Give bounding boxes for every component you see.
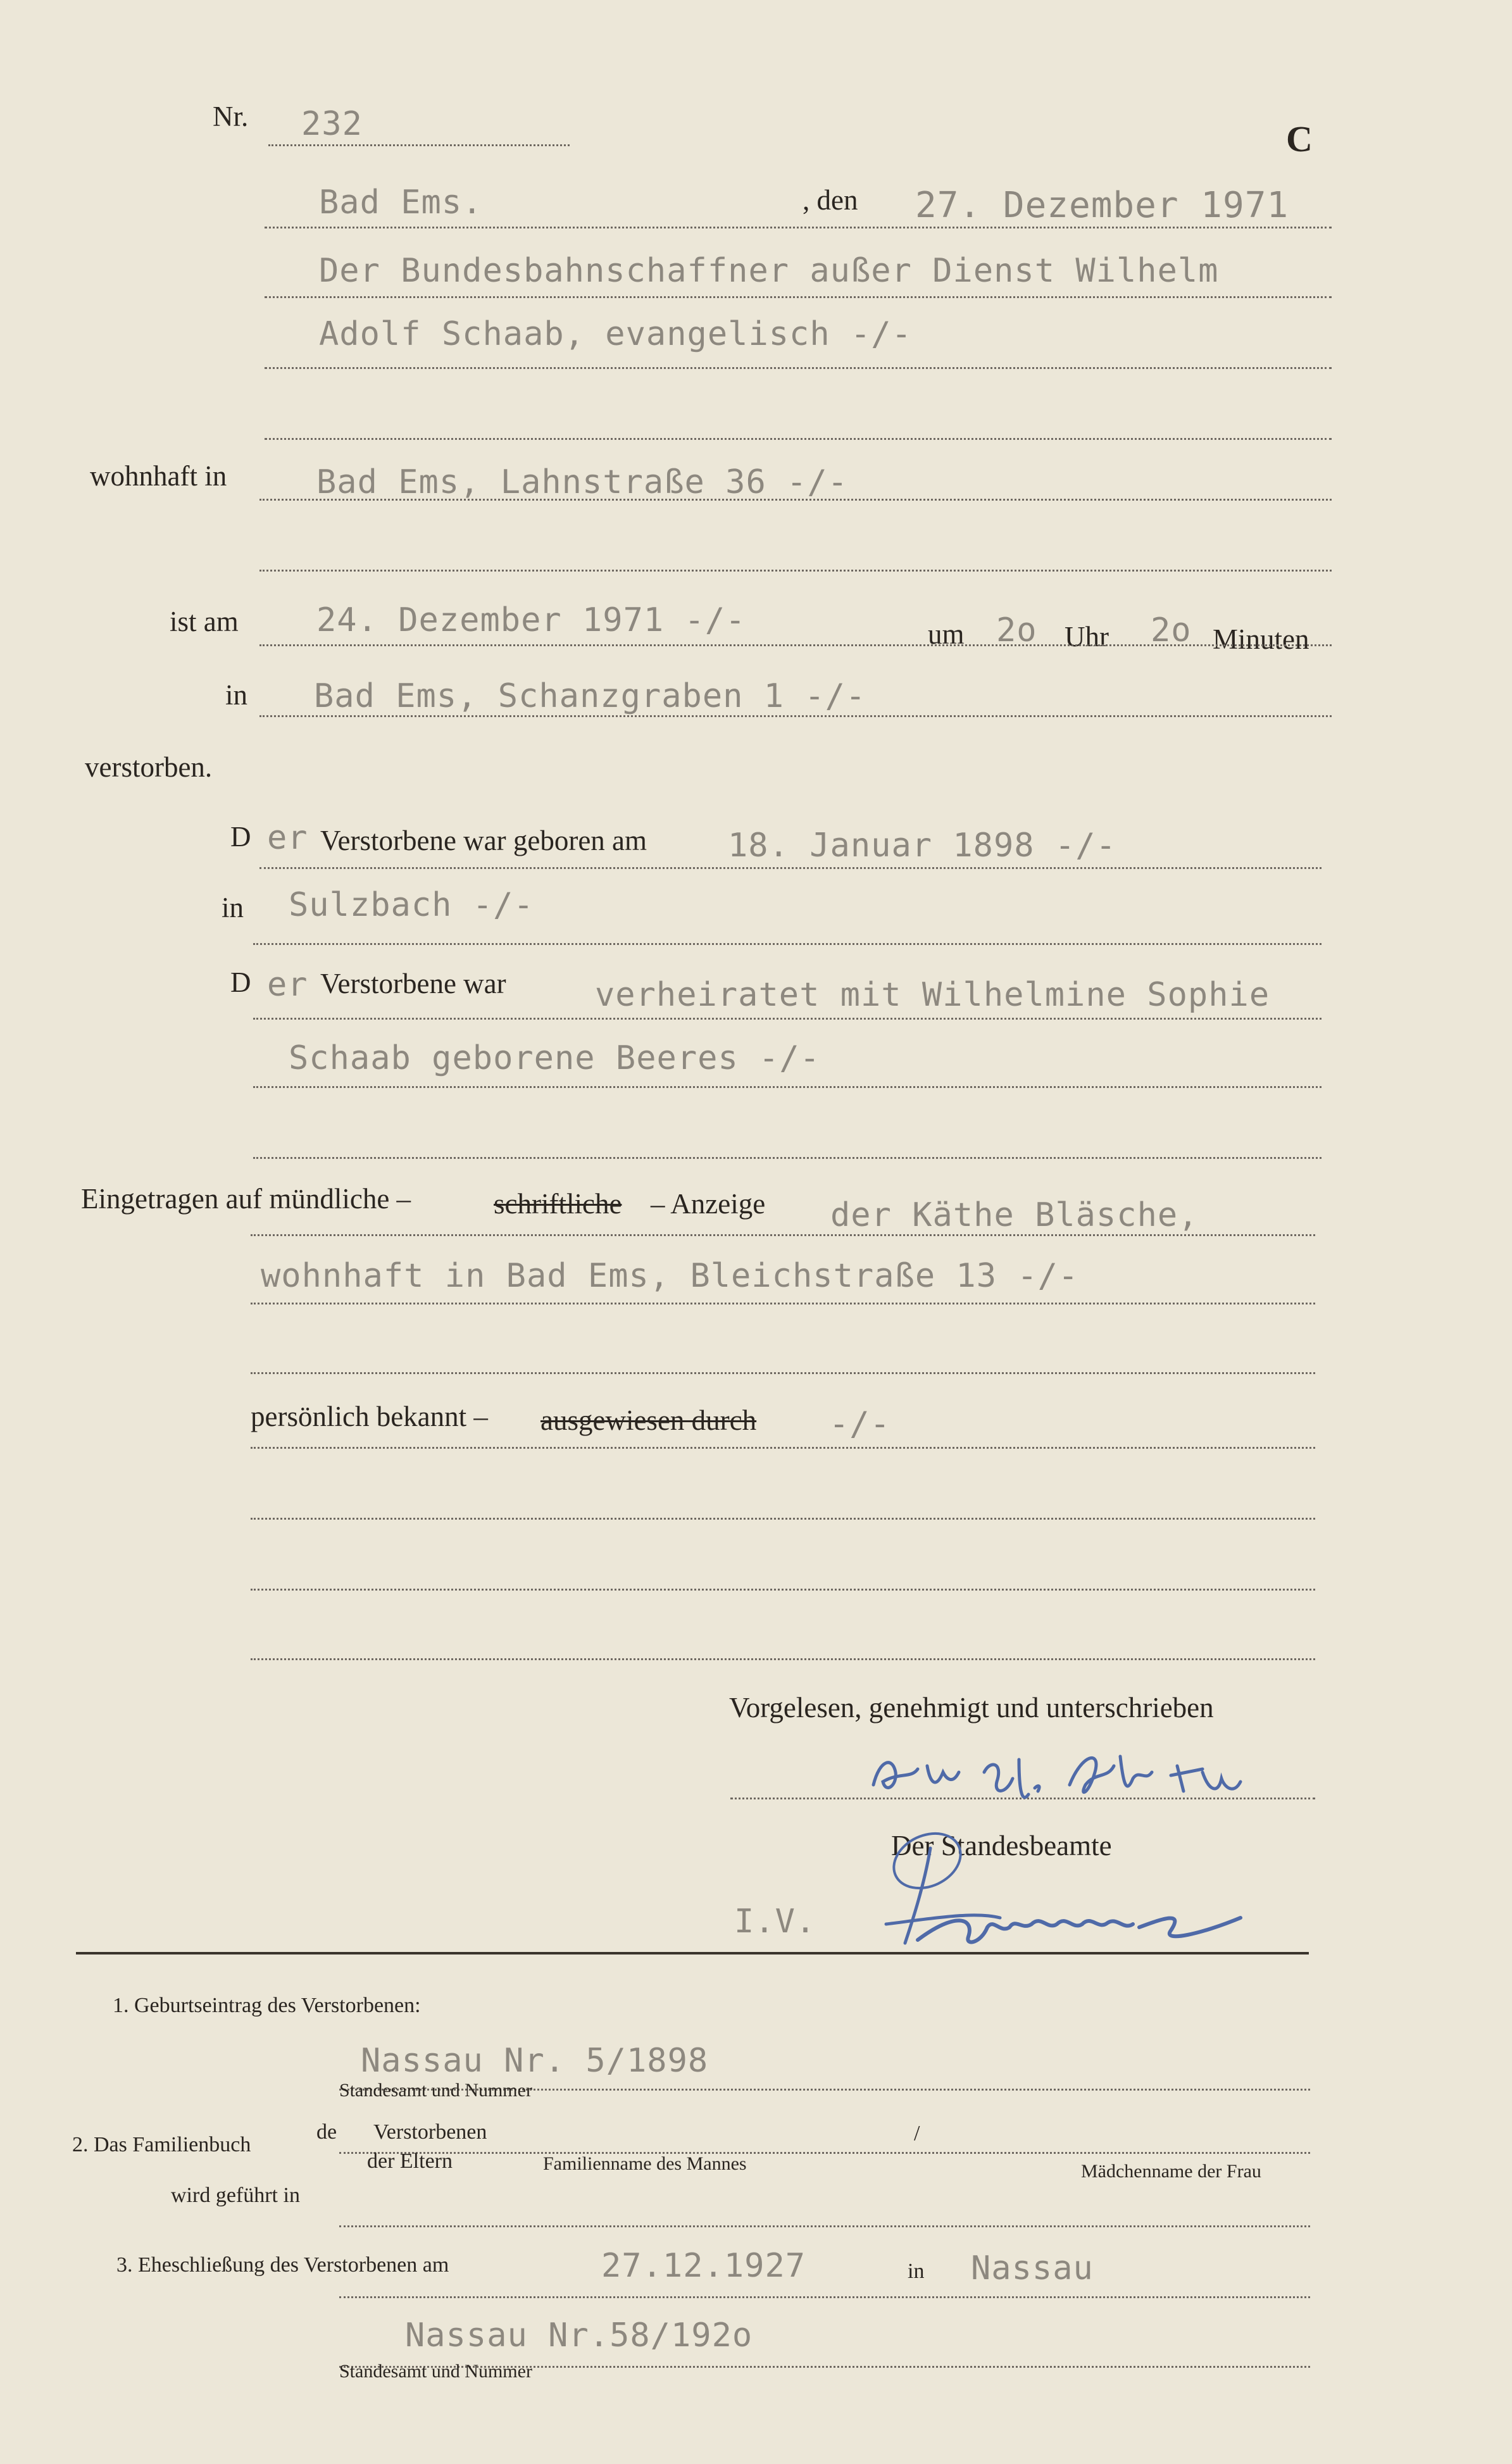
footer-item1-value: Nassau Nr. 5/1898 bbox=[361, 2042, 709, 2080]
place-value: Bad Ems. bbox=[319, 184, 483, 222]
birth-place: Sulzbach -/- bbox=[289, 886, 534, 924]
footer-item2-familienname: Familienname des Mannes bbox=[543, 2153, 747, 2174]
registration-line3-rule bbox=[251, 1372, 1315, 1374]
person-line2: Adolf Schaab, evangelisch -/- bbox=[319, 315, 912, 353]
birth-d-typed: er bbox=[267, 819, 308, 857]
death-in-label: in bbox=[225, 679, 248, 711]
person-line1-rule bbox=[265, 296, 1332, 298]
identification-value: -/- bbox=[829, 1405, 890, 1443]
marital-line1-rule bbox=[253, 1018, 1321, 1020]
birth-date: 18. Januar 1898 -/- bbox=[728, 827, 1116, 865]
residence-label: wohnhaft in bbox=[90, 460, 227, 492]
footer-item2-rule2 bbox=[339, 2225, 1310, 2227]
marital-line3-rule bbox=[253, 1157, 1321, 1159]
birth-in-label: in bbox=[222, 892, 244, 923]
marital-line1: verheiratet mit Wilhelmine Sophie bbox=[595, 976, 1270, 1014]
minuten-label: Minuten bbox=[1213, 623, 1309, 655]
nr-line bbox=[268, 144, 570, 146]
death-hour: 2o bbox=[996, 611, 1037, 649]
registration-line2: wohnhaft in Bad Ems, Bleichstraße 13 -/- bbox=[261, 1257, 1079, 1295]
blank-rule-1 bbox=[251, 1518, 1315, 1520]
registration-label-a: Eingetragen auf mündliche – bbox=[81, 1183, 411, 1215]
ist-am-label: ist am bbox=[170, 606, 239, 637]
death-date-rule bbox=[259, 644, 1332, 646]
marital-line2: Schaab geborene Beeres -/- bbox=[289, 1039, 820, 1077]
registration-line1-rule bbox=[251, 1234, 1315, 1236]
residence-value: Bad Ems, Lahnstraße 36 -/- bbox=[316, 463, 848, 501]
death-place: Bad Ems, Schanzgraben 1 -/- bbox=[314, 677, 866, 715]
footer-item3-date: 27.12.1927 bbox=[601, 2247, 806, 2285]
nr-label: Nr. bbox=[213, 101, 249, 132]
verstorben-label: verstorben. bbox=[85, 751, 213, 783]
registration-label-b: schriftliche bbox=[494, 1188, 622, 1220]
um-label: um bbox=[928, 618, 965, 650]
footer-item2-de: de bbox=[316, 2120, 337, 2144]
footer-item1-sub: Standesamt und Nummer bbox=[339, 2080, 532, 2101]
person-line1: Der Bundesbahnschaffner außer Dienst Wilhelm bbox=[319, 252, 1219, 290]
marital-d-prefix: D bbox=[230, 966, 251, 998]
footer-item2-label: 2. Das Familienbuch bbox=[72, 2133, 251, 2156]
person-line2-rule bbox=[265, 367, 1332, 369]
footer-item1-label: 1. Geburtseintrag des Verstorbenen: bbox=[113, 1994, 421, 2017]
footer-item3-rule bbox=[339, 2296, 1310, 2298]
birth-label: Verstorbene war geboren am bbox=[320, 825, 647, 856]
uhr-label: Uhr bbox=[1065, 621, 1109, 653]
vorgelesen-text: Vorgelesen, genehmigt und unterschrieben bbox=[729, 1692, 1214, 1723]
person-line3-rule bbox=[265, 438, 1332, 440]
marital-d-typed: er bbox=[267, 966, 308, 1004]
footer-item2-verstorbenen: Verstorbenen bbox=[373, 2120, 487, 2144]
section-separator bbox=[76, 1952, 1309, 1954]
footer-item3-in: in bbox=[908, 2260, 925, 2283]
death-minutes: 2o bbox=[1151, 611, 1192, 649]
date-value: 27. Dezember 1971 bbox=[915, 185, 1289, 226]
birth-place-rule bbox=[253, 943, 1321, 945]
marital-line2-rule bbox=[253, 1086, 1321, 1088]
identification-label-a: persönlich bekannt – bbox=[251, 1401, 488, 1432]
identification-rule bbox=[251, 1447, 1315, 1449]
death-date: 24. Dezember 1971 -/- bbox=[316, 601, 746, 639]
den-label: , den bbox=[803, 184, 858, 216]
footer-item2-maedchenname: Mädchenname der Frau bbox=[1081, 2161, 1261, 2182]
footer-item2-eltern: der Eltern bbox=[367, 2149, 453, 2173]
handwritten-signature-2 bbox=[873, 1823, 1304, 1962]
standesbeamte-label: Der Standesbeamte bbox=[891, 1830, 1112, 1861]
death-place-rule bbox=[259, 715, 1332, 717]
registration-label-c: – Anzeige bbox=[651, 1188, 766, 1220]
footer-item2-slash: / bbox=[914, 2122, 920, 2145]
handwritten-signature-1 bbox=[867, 1734, 1310, 1817]
footer-item3-label: 3. Eheschließung des Verstorbenen am bbox=[116, 2253, 449, 2277]
footer-item3-value: Nassau Nr.58/192o bbox=[405, 2317, 753, 2355]
blank-rule-3 bbox=[251, 1658, 1315, 1660]
nr-value: 232 bbox=[301, 105, 363, 143]
blank-rule-2 bbox=[251, 1589, 1315, 1591]
registration-line2-rule bbox=[251, 1303, 1315, 1304]
identification-label-b: ausgewiesen durch bbox=[540, 1404, 757, 1436]
birth-d-prefix: D bbox=[230, 821, 251, 853]
corner-letter: C bbox=[1286, 118, 1313, 159]
birth-date-rule bbox=[259, 867, 1321, 869]
date-line bbox=[265, 227, 1332, 228]
residence-rule bbox=[259, 499, 1332, 501]
registration-line1: der Käthe Bläsche, bbox=[830, 1196, 1199, 1234]
marital-label: Verstorbene war bbox=[320, 968, 506, 999]
footer-item2-rule bbox=[339, 2152, 1310, 2154]
footer-item3-place: Nassau bbox=[971, 2249, 1094, 2287]
iv-label: I.V. bbox=[734, 1903, 816, 1941]
footer-item3-sub: Standesamt und Nummer bbox=[339, 2361, 532, 2382]
footer-item2-gefuehrt: wird geführt in bbox=[171, 2184, 300, 2207]
residence-rule2 bbox=[259, 570, 1332, 572]
